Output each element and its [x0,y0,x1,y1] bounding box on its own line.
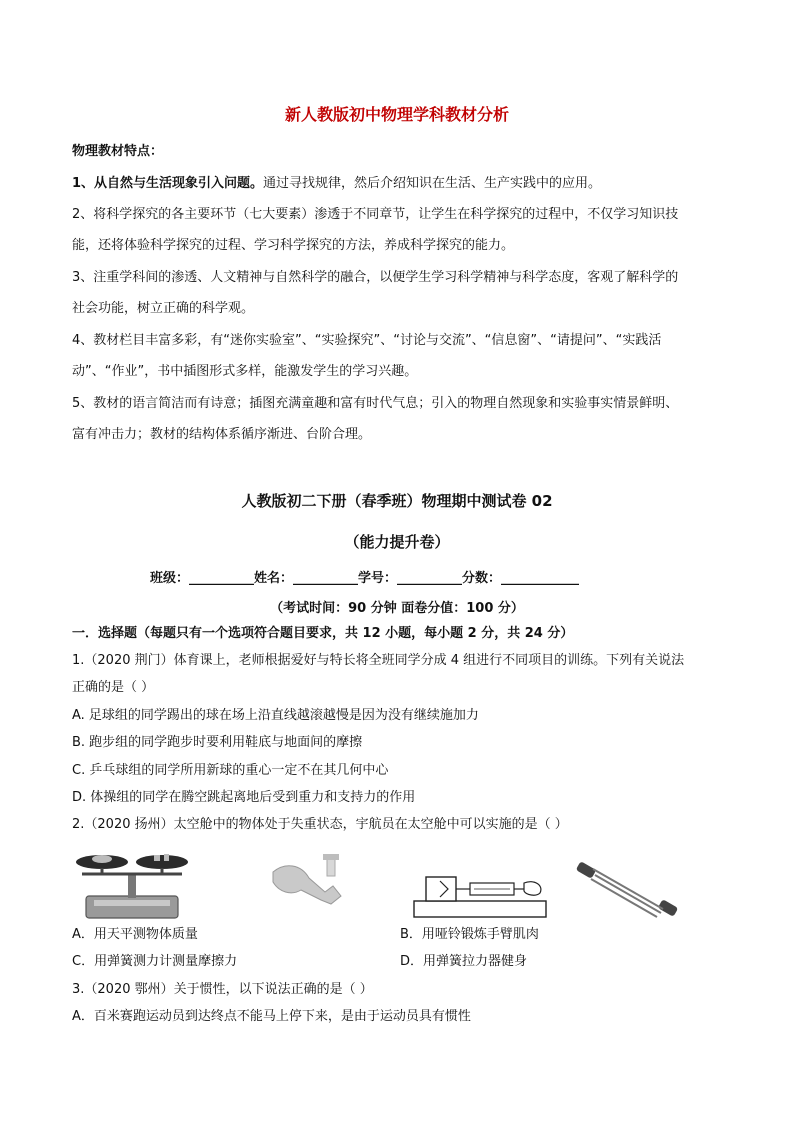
feature-1-rest: 通过寻找规律，然后介绍知识在生活、生产实践中的应用。 [263,176,602,191]
q3-option-a: A．百米赛跑运动员到达终点不能马上停下来，是由于运动员具有惯性 [72,1009,471,1024]
q3-stem: 3.（2020 鄂州）关于惯性，以下说法正确的是（ ） [72,982,373,997]
feature-5-line-2: 富有冲击力；教材的结构体系循序渐进、台阶合理。 [72,427,372,442]
doc-title: 新人教版初中物理学科教材分析 [284,105,509,124]
q1-option-b: B. 跑步组的同学跑步时要利用鞋底与地面间的摩擦 [72,735,363,750]
feature-2-line-2: 能，还将体验科学探究的过程、学习科学探究的方法，养成科学探究的能力。 [72,238,515,253]
feature-5-line-1: 5、教材的语言简洁而有诗意；插图充满童趣和富有时代气息；引入的物理自然现象和实验事实情景鲜明、 [72,396,679,411]
balance-scale-figure [72,848,192,924]
spring-expander-figure [575,855,685,925]
spring-scale-friction-figure [412,855,552,921]
q2-option-c: C．用弹簧测力计测量摩擦力 [72,954,238,969]
q1-stem-line-2: 正确的是（ ） [72,680,155,695]
feature-4-line-2: 动”、“作业”，书中插图形式多样，能激发学生的学习兴趣。 [72,364,418,379]
student-info-line: 班级：__________姓名：__________学号：__________分数：____________ [150,571,580,586]
q2-option-b: B．用哑铃锻炼手臂肌肉 [400,927,539,942]
feature-3-line-1: 3、注重学科间的渗透、人文精神与自然科学的融合，以便学生学习科学精神与科学态度，客观了解科学的 [72,270,679,285]
q2-option-d: D．用弹簧拉力器健身 [400,954,528,969]
feature-3-line-2: 社会功能，树立正确的科学观。 [72,301,255,316]
q1-option-a: A. 足球组的同学踢出的球在场上沿直线越滚越慢是因为没有继续施加力 [72,708,479,723]
q2-stem: 2.（2020 扬州）太空舱中的物体处于失重状态，宇航员在太空舱中可以实施的是（ ） [72,817,568,832]
feature-1-bold: 1、从自然与生活现象引入问题。 [72,176,264,191]
feature-1 [72,175,601,193]
section-1-heading: 一．选择题（每题只有一个选项符合题目要求，共 12 小题，每小题 2 分，共 24 分） [72,626,574,641]
dumbbell-arm-figure [265,852,355,922]
feature-2-line-1: 2、将科学探究的各主要环节（七大要素）渗透于不同章节，让学生在科学探究的过程中，不仅学习知识技 [72,207,679,222]
exam-subtitle: （能力提升卷） [344,533,450,551]
q1-stem-line-1: 1.（2020 荆门）体育课上，老师根据爱好与特长将全班同学分成 4 组进行不同项目的训练。下列有关说法 [72,653,685,668]
q1-option-c: C. 乒乓球组的同学所用新球的重心一定不在其几何中心 [72,763,389,778]
q2-option-a: A．用天平测物体质量 [72,927,198,942]
exam-time-line: （考试时间：90 分钟 面卷分值：100 分） [270,601,524,616]
exam-title: 人教版初二下册（春季班）物理期中测试卷 02 [241,492,553,510]
feature-4-line-1: 4、教材栏目丰富多彩，有“迷你实验室”、“实验探究”、“讨论与交流”、“信息窗”、“请提问”、“实践活 [72,333,662,348]
features-heading: 物理教材特点： [72,144,164,159]
q1-option-d: D. 体操组的同学在腾空跳起离地后受到重力和支持力的作用 [72,790,416,805]
